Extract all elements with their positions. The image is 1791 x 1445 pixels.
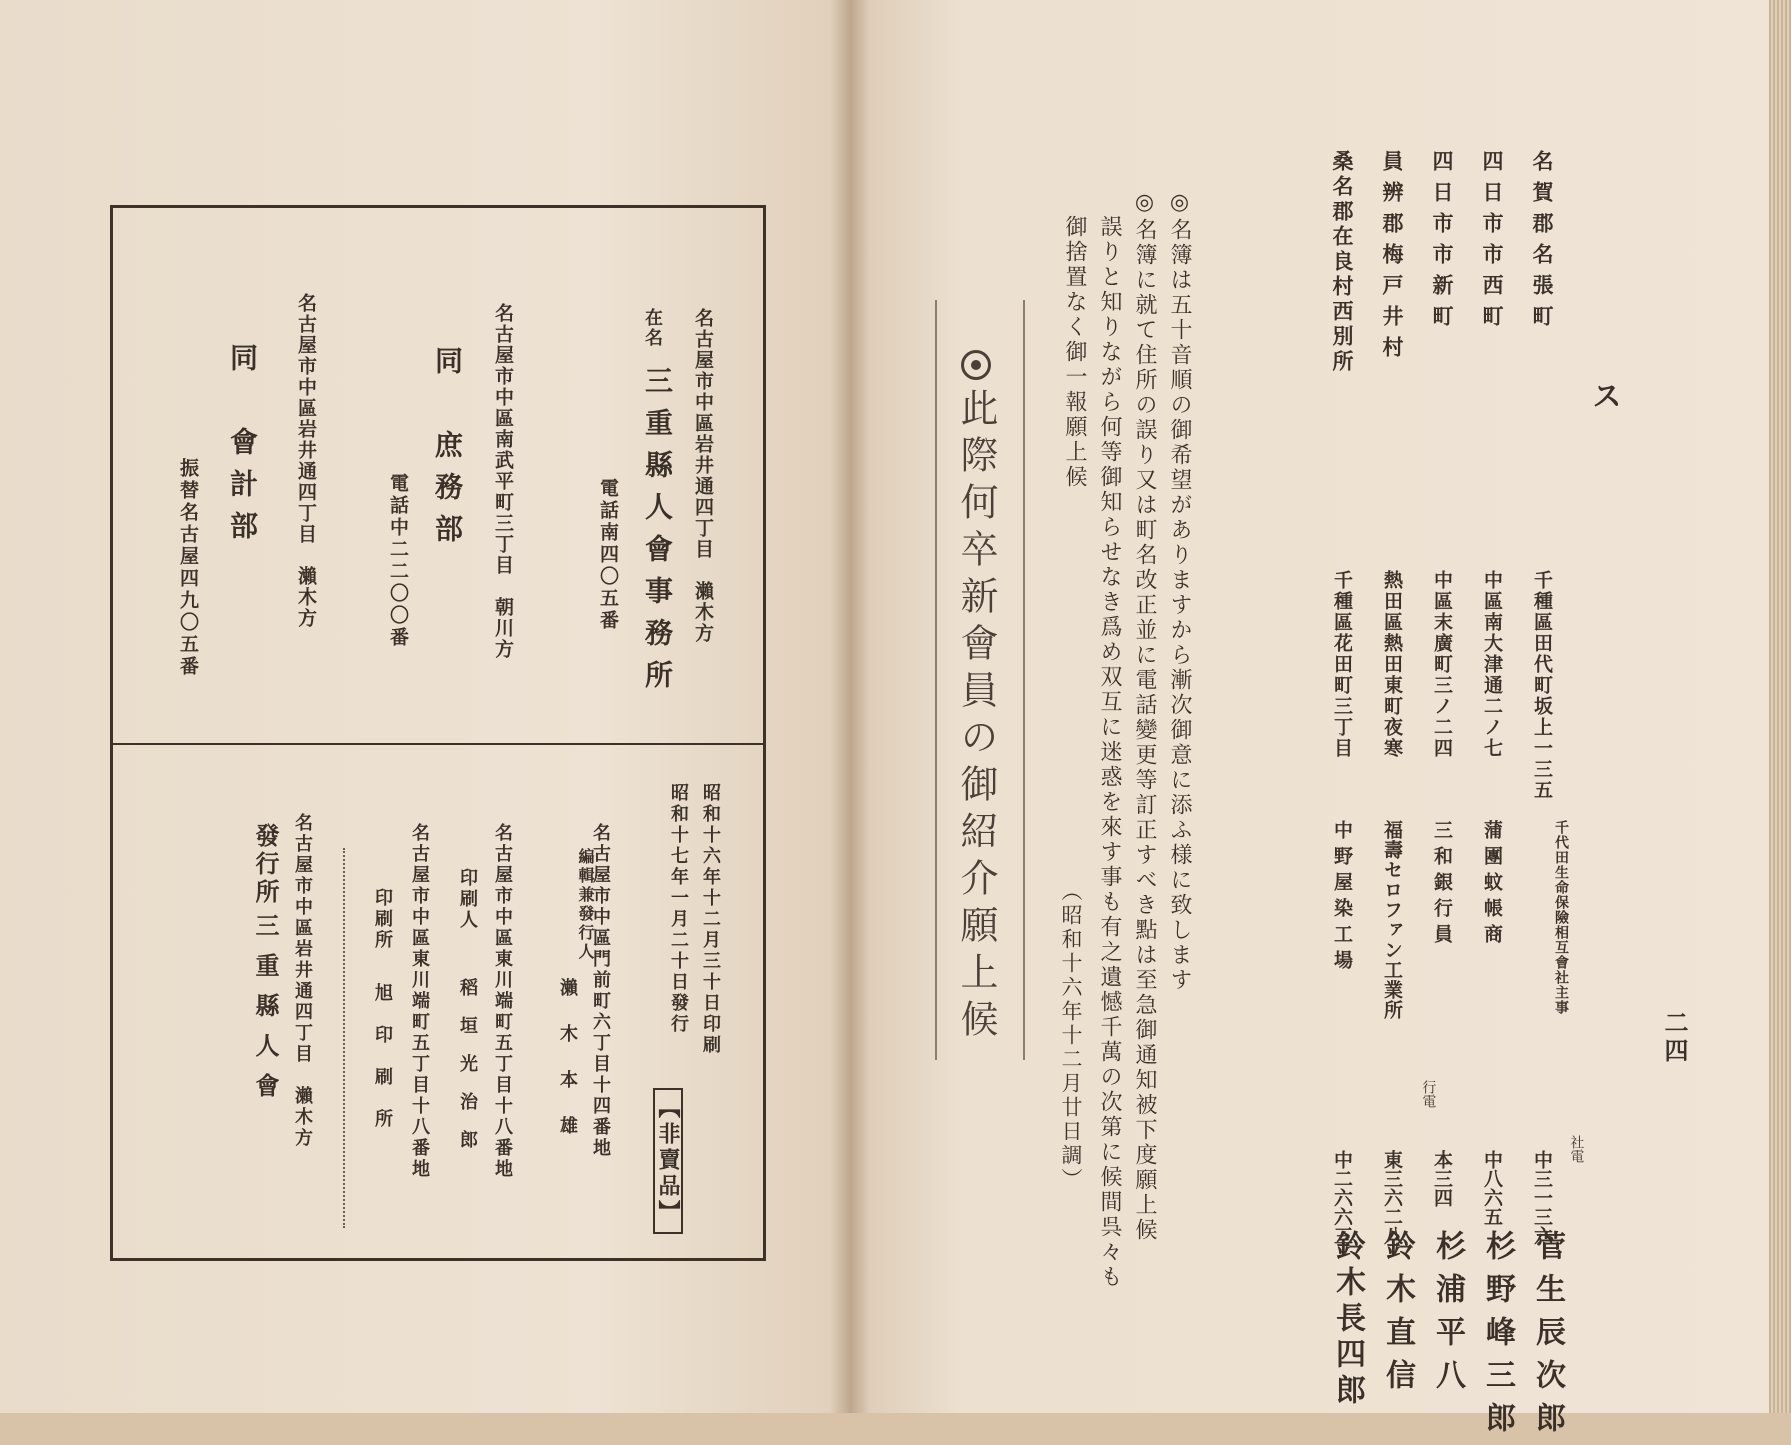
publisher-name: 三重縣人會 xyxy=(251,913,280,1113)
office-location-label: 在名 xyxy=(642,308,663,348)
member-row xyxy=(1530,150,1585,1445)
accounting-name: 同 會計部 xyxy=(226,343,259,553)
member-area: 員辨郡梅戸井村 xyxy=(1380,150,1405,367)
member-name: 鈴木直信 xyxy=(1380,1230,1415,1402)
editor-name: 瀨木本雄 xyxy=(557,978,578,1162)
office-tel: 電話南四〇五番 xyxy=(597,478,619,632)
member-address: 中區末廣町三ノ二四 xyxy=(1431,570,1453,759)
member-tel-prefix: 行電 xyxy=(1420,1080,1437,1108)
page-edge xyxy=(1769,0,1791,1413)
member-row xyxy=(1380,150,1416,1402)
banner-text xyxy=(954,350,998,1046)
printer-label: 印刷人 xyxy=(457,868,478,931)
printer-name: 稻垣光治郎 xyxy=(457,978,478,1168)
editor-label: 編輯兼發行人 xyxy=(576,848,595,962)
member-name: 菅生辰次郎 xyxy=(1530,1230,1565,1445)
general-affairs-name: 同 庶務部 xyxy=(431,346,464,556)
member-work: 千代田生命保險相互會社主事 xyxy=(1553,820,1569,1015)
office-name: 三重縣人會事務所 xyxy=(641,366,674,702)
member-tel: 本三四 xyxy=(1431,1150,1453,1207)
page-number: 二四 xyxy=(1660,1010,1689,1066)
member-name: 鈴木長四郎 xyxy=(1330,1230,1365,1410)
printer-address: 名古屋市中區東川端町五丁目十八番地 xyxy=(492,823,513,1180)
banner-label: 此際何卒新會員の御紹介願上候 xyxy=(954,388,998,1046)
member-address: 中區南大津通二ノ七 xyxy=(1481,570,1503,759)
member-tel: 中三一三六 xyxy=(1531,1150,1553,1245)
member-tel: 中八六五 xyxy=(1481,1150,1503,1226)
accounting-address: 名古屋市中區岩井通四丁目 瀨木方 xyxy=(295,293,317,629)
general-affairs-address: 名古屋市中區南武平町三丁目 朝川方 xyxy=(492,303,514,660)
member-tel: 東三六二八 xyxy=(1381,1150,1403,1245)
member-row xyxy=(1330,150,1366,1410)
note-date: （昭和十六年十二月廿日調） xyxy=(1059,880,1083,1192)
office-box xyxy=(110,205,766,1261)
press-address: 名古屋市中區東川端町五丁目十八番地 xyxy=(409,823,430,1180)
member-name: 杉野峰三郎 xyxy=(1480,1230,1515,1445)
not-for-sale-label: 【非賣品】 xyxy=(653,1088,683,1234)
note-line: 誤りと知りながら何等御知らせなき爲め双互に迷惑を來す事も有之遺憾千萬の次第に候間呉々も xyxy=(1097,215,1122,1290)
member-work: 蒲團蚊帳商 xyxy=(1481,820,1503,950)
colophon-separator xyxy=(343,848,345,1228)
member-work: 中野屋染工場 xyxy=(1331,820,1353,976)
member-row xyxy=(1420,150,1466,1402)
note-line: 御捨置なく御一報願上候 xyxy=(1062,215,1087,490)
member-tel-prefix: 社電 xyxy=(1568,1135,1585,1163)
member-work: 福壽セロファン工業所 xyxy=(1381,820,1403,1020)
member-tel: 中二六六三 xyxy=(1331,1150,1353,1245)
printed-date: 昭和十六年十二月三十日印刷 xyxy=(700,783,721,1056)
member-area: 四日市市西町 xyxy=(1480,150,1505,336)
book-gutter xyxy=(830,0,870,1413)
issued-date: 昭和十七年一月二十日發行 xyxy=(668,783,689,1035)
bullet-circle-icon xyxy=(961,350,991,380)
press-name: 旭印刷所 xyxy=(372,983,393,1151)
editor-address: 名古屋市中區門前町六丁目十四番地 xyxy=(590,823,611,1159)
member-work: 三和銀行員 xyxy=(1431,820,1453,950)
member-name: 杉浦平八 xyxy=(1430,1230,1465,1402)
accounting-transfer: 振替名古屋四九〇五番 xyxy=(177,458,199,678)
general-affairs-tel: 電話中二二〇〇番 xyxy=(387,473,409,649)
member-area: 名賀郡名張町 xyxy=(1530,150,1555,336)
box-divider xyxy=(113,743,763,745)
publisher-address: 名古屋市中區岩井通四丁目 瀨木方 xyxy=(292,813,313,1149)
member-address: 千種區花田町三丁目 xyxy=(1331,570,1353,759)
member-area: 四日市市新町 xyxy=(1430,150,1455,336)
member-address: 千種區田代町坂上一三五 xyxy=(1531,570,1553,801)
member-row xyxy=(1480,150,1516,1445)
section-kana: ス xyxy=(1586,380,1621,410)
office-address: 名古屋市中區岩井通四丁目 瀨木方 xyxy=(692,308,714,644)
member-area: 桑名郡在良村西別所 xyxy=(1330,150,1355,375)
publisher-label: 發行所 xyxy=(251,823,280,907)
note-line: ◎名簿に就て住所の誤り又は町名改正並に電話變更等訂正すべき點は至急御通知被下度願上候 xyxy=(1132,190,1157,1243)
recruitment-banner xyxy=(935,300,1025,1060)
note-line: ◎名簿は五十音順の御希望がありますから漸次御意に添ふ様に致します xyxy=(1167,190,1192,993)
member-address: 熱田區熱田東町夜寒 xyxy=(1381,570,1403,759)
press-label: 印刷所 xyxy=(372,888,393,951)
